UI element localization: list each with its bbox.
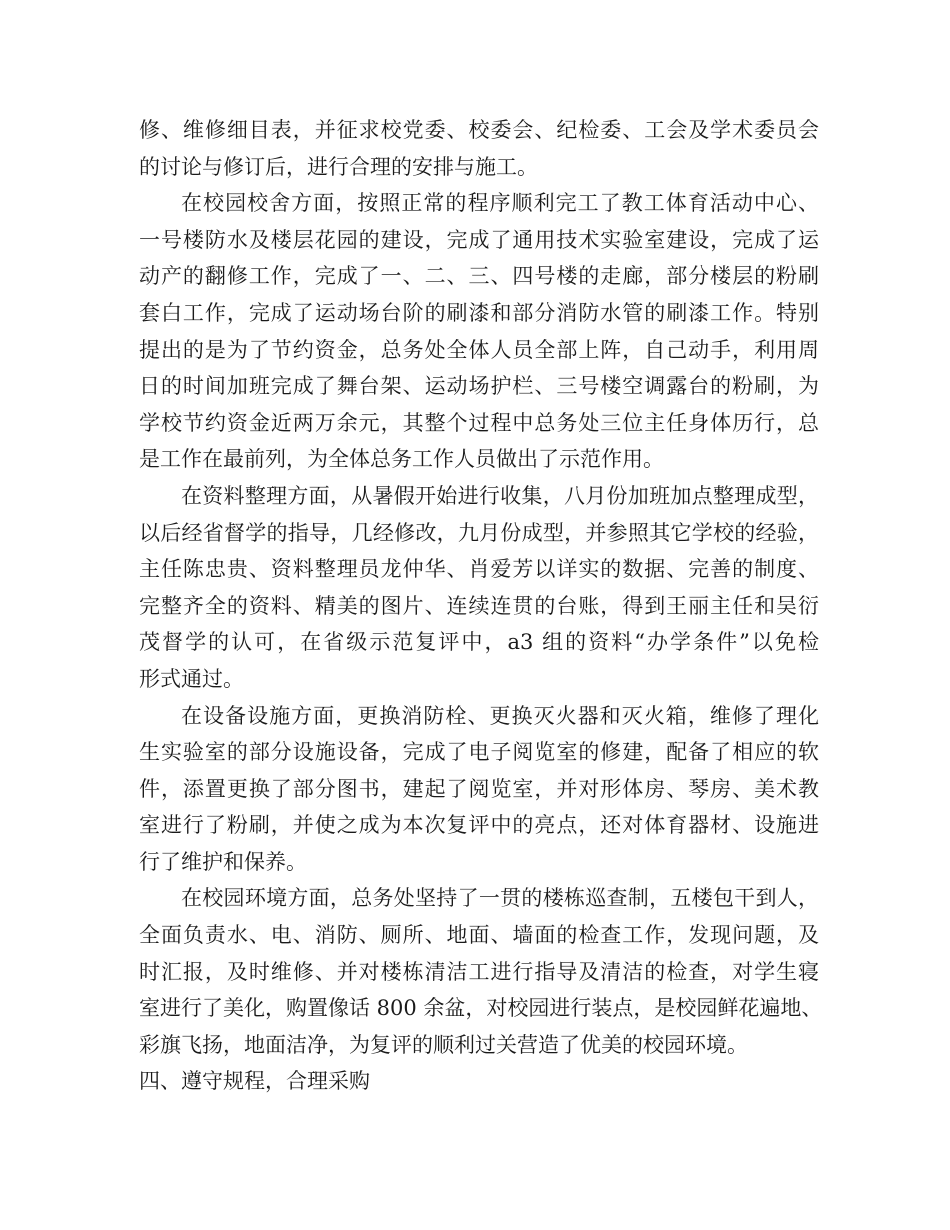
text-line: 提出的是为了节约资金，总务处全体人员全部上阵，自己动手，利用周 — [139, 337, 819, 362]
paragraph-first-line: 在设备设施方面，更换消防栓、更换灭火器和灭火箱，维修了理化 — [181, 703, 819, 728]
text-line: 主任陈忠贵、资料整理员龙仲华、肖爱芳以详实的数据、完善的制度、 — [139, 557, 819, 582]
text-line: 全面负责水、电、消防、厕所、地面、墙面的检查工作，发现问题，及 — [139, 923, 819, 948]
paragraph-first-line: 在校园校舍方面，按照正常的程序顺利完工了教工体育活动中心、 — [181, 191, 819, 216]
text-line: 的讨论与修订后，进行合理的安排与施工。 — [139, 154, 538, 179]
text-line: 一号楼防水及楼层花园的建设，完成了通用技术实验室建设，完成了运 — [139, 227, 819, 252]
text-line: 形式通过。 — [139, 666, 244, 691]
text-line: 学校节约资金近两万余元，其整个过程中总务处三位主任身体历行，总 — [139, 410, 819, 435]
text-line: 件，添置更换了部分图书，建起了阅览室，并对形体房、琴房、美术教 — [139, 776, 819, 801]
text-line: 修、维修细目表，并征求校党委、校委会、纪检委、工会及学术委员会 — [139, 118, 819, 142]
text-line: 日的时间加班完成了舞台架、运动场护栏、三号楼空调露台的粉刷，为 — [139, 374, 819, 399]
text-line: 完整齐全的资料、精美的图片、连续连贯的台账，得到王丽主任和吴衍 — [139, 593, 819, 618]
text-line: 彩旗飞扬，地面洁净，为复评的顺利过关营造了优美的校园环境。 — [139, 1032, 748, 1057]
text-line: 动产的翻修工作，完成了一、二、三、四号楼的走廊，部分楼层的粉刷 — [139, 264, 819, 289]
paragraph-first-line: 在资料整理方面，从暑假开始进行收集，八月份加班加点整理成型， — [181, 483, 819, 508]
text-line: 行了维护和保养。 — [139, 849, 307, 874]
text-line: 生实验室的部分设施设备，完成了电子阅览室的修建，配备了相应的软 — [139, 740, 819, 765]
text-line: 套白工作，完成了运动场台阶的刷漆和部分消防水管的刷漆工作。特别 — [139, 300, 819, 325]
text-line: 以后经省督学的指导，几经修改，九月份成型，并参照其它学校的经验， — [139, 520, 819, 545]
text-line: 室进行了美化，购置像话 800 余盆，对校园进行装点，是校园鲜花遍地、 — [139, 996, 823, 1021]
text-line: 茂督学的认可，在省级示范复评中，a3 组的资料“办学条件”以免检 — [139, 630, 819, 655]
text-line: 是工作在最前列，为全体总务工作人员做出了示范作用。 — [139, 447, 664, 472]
paragraph-first-line: 在校园环境方面，总务处坚持了一贯的楼栋巡查制，五楼包干到人， — [181, 886, 819, 911]
text-line: 室进行了粉刷，并使之成为本次复评中的亮点，还对体育器材、设施进 — [139, 813, 819, 838]
document-body — [139, 112, 823, 1100]
text-line: 时汇报，及时维修、并对楼栋清洁工进行指导及清洁的检查，对学生寝 — [139, 959, 819, 984]
text-line: 四、遵守规程，合理采购 — [139, 1069, 370, 1094]
